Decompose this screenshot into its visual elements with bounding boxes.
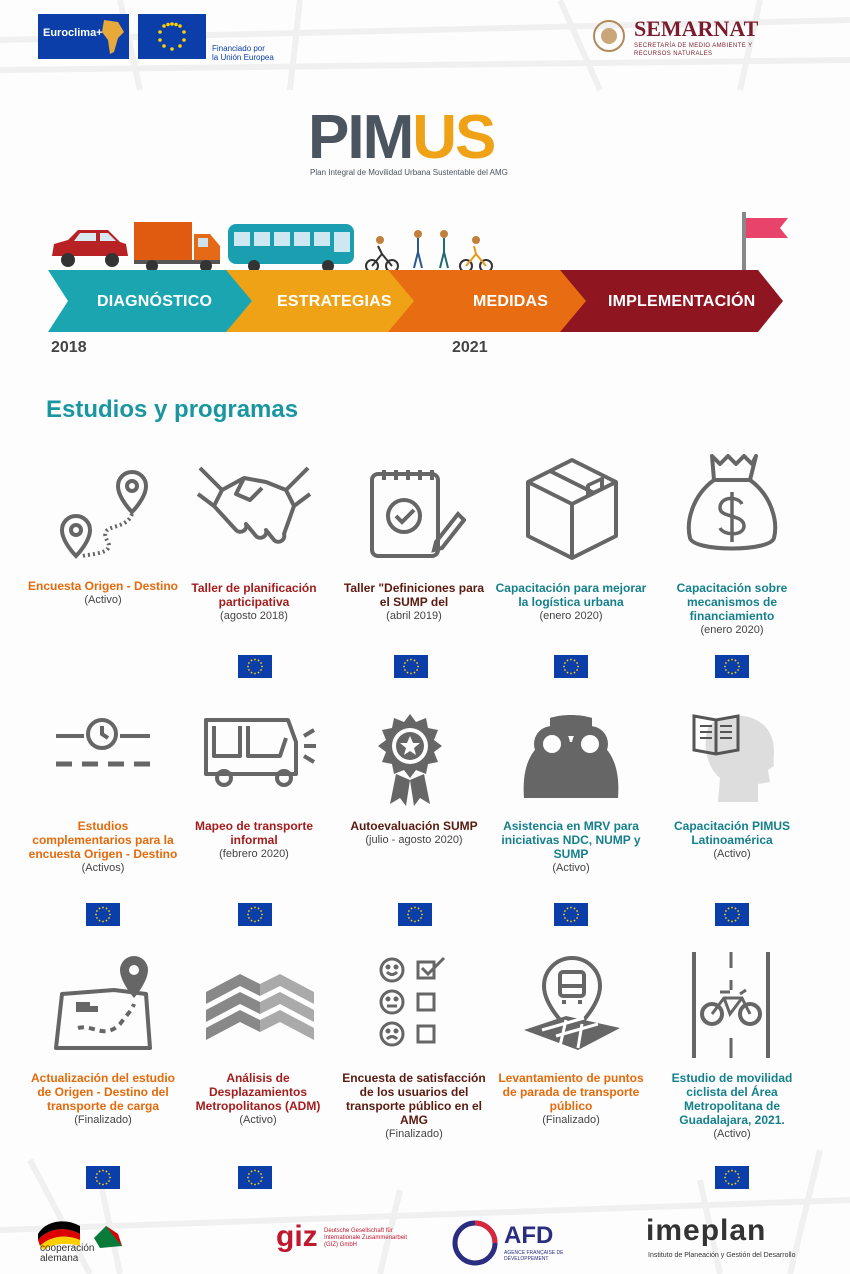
card-1 bbox=[27, 579, 179, 607]
vehicles-illustration bbox=[48, 208, 793, 274]
chevrons-icon bbox=[206, 972, 314, 1044]
card-title: Mapeo de transporte informal bbox=[194, 819, 314, 847]
eu-flag-icon bbox=[398, 903, 432, 926]
footer-logos bbox=[0, 1210, 850, 1274]
stage-estrategias: ESTRATEGIAS bbox=[277, 293, 392, 310]
giz-logo: giz bbox=[276, 1220, 318, 1253]
imeplan-subtitle: Instituto de Planeación y Gestión del Desarrollo bbox=[648, 1252, 796, 1259]
year-mid: 2021 bbox=[452, 339, 488, 356]
card-status: (Activo) bbox=[713, 1128, 751, 1140]
card-7 bbox=[178, 819, 330, 861]
latam-map-icon bbox=[98, 18, 128, 56]
bus-stop-icon bbox=[522, 956, 622, 1052]
handshake-icon bbox=[196, 460, 312, 556]
card-6 bbox=[27, 819, 179, 875]
year-start: 2018 bbox=[51, 339, 87, 356]
card-title: Capacitación PIMUS Latinoamérica bbox=[673, 819, 791, 847]
stage-medidas: MEDIDAS bbox=[473, 293, 549, 310]
card-status: (agosto 2018) bbox=[220, 610, 288, 622]
pimus-tagline: Plan Integral de Movilidad Urbana Sustentable del AMG bbox=[310, 168, 508, 177]
eu-flag-icon bbox=[238, 903, 272, 926]
card-status: (Finalizado) bbox=[542, 1114, 600, 1126]
eu-flag-icon bbox=[238, 1166, 272, 1189]
card-4 bbox=[495, 581, 647, 623]
giz-text: Deutsche Gesellschaft für Internationale Zusammenarbeit (GIZ) GmbH bbox=[324, 1228, 408, 1248]
eu-flag-icon bbox=[554, 903, 588, 926]
eu-flag-icon bbox=[554, 655, 588, 678]
coop-line-1: cooperación bbox=[40, 1243, 95, 1254]
card-12 bbox=[182, 1071, 334, 1127]
finish-flag-icon bbox=[742, 212, 788, 272]
coop-alemana-text bbox=[40, 1244, 94, 1264]
card-title: Autoevaluación SUMP bbox=[350, 819, 478, 833]
truck-icon bbox=[134, 222, 220, 272]
binoculars-icon bbox=[518, 712, 624, 802]
card-status: (julio - agosto 2020) bbox=[365, 834, 463, 846]
stage-implementacion: IMPLEMENTACIÓN bbox=[608, 293, 756, 310]
head-book-icon bbox=[688, 708, 778, 804]
eu-stars-icon bbox=[138, 14, 206, 59]
financed-line-1: Financiado por bbox=[212, 44, 265, 53]
pedestrians-icon bbox=[366, 230, 492, 272]
card-status: (enero 2020) bbox=[539, 610, 603, 622]
eu-flag-icon bbox=[715, 903, 749, 926]
card-status: (Activo) bbox=[713, 848, 751, 860]
eu-flag-icon bbox=[394, 655, 428, 678]
clipboard-check-icon bbox=[366, 466, 466, 560]
pimus-letters-pim: PIM bbox=[308, 103, 413, 172]
eu-flag-icon bbox=[86, 1166, 120, 1189]
coop-line-2: alemana bbox=[40, 1253, 79, 1264]
card-title: Encuesta Origen - Destino bbox=[27, 579, 179, 593]
eu-flag-logo bbox=[138, 14, 206, 59]
bus-icon bbox=[228, 224, 354, 272]
card-5 bbox=[656, 581, 808, 637]
card-9 bbox=[495, 819, 647, 875]
imeplan-logo: imeplan bbox=[646, 1214, 767, 1247]
card-title: Levantamiento de puntos de parada de transporte público bbox=[498, 1071, 644, 1113]
card-title: Taller "Definiciones para el SUMP del bbox=[343, 581, 485, 609]
route-pin-icon bbox=[56, 462, 152, 562]
card-status: (abril 2019) bbox=[386, 610, 442, 622]
semarnat-sub-2: RECURSOS NATURALES bbox=[634, 51, 713, 57]
eu-flag-icon bbox=[238, 655, 272, 678]
card-title: Taller de planificación participativa bbox=[191, 581, 317, 609]
card-title: Análisis de Desplazamientos Metropolitanos (ADM) bbox=[195, 1071, 321, 1113]
eu-flag-icon bbox=[715, 655, 749, 678]
bike-lane-icon bbox=[690, 950, 772, 1060]
euroclima-logo bbox=[38, 14, 129, 59]
card-status: (Finalizado) bbox=[385, 1128, 443, 1140]
financed-by-text bbox=[212, 44, 274, 62]
afd-logo: AFD bbox=[504, 1222, 554, 1249]
box-icon bbox=[522, 456, 622, 560]
pimus-letters-us: US bbox=[412, 103, 495, 172]
card-14 bbox=[495, 1071, 647, 1127]
car-icon bbox=[52, 230, 128, 267]
card-status: (enero 2020) bbox=[700, 624, 764, 636]
card-8 bbox=[338, 819, 490, 847]
satisfaction-icon bbox=[378, 954, 450, 1048]
stage-diagnostico: DIAGNÓSTICO bbox=[97, 293, 213, 310]
card-2 bbox=[178, 581, 330, 623]
mototaxi-icon bbox=[200, 716, 320, 788]
card-13 bbox=[338, 1071, 490, 1141]
pimus-logo bbox=[308, 103, 538, 178]
card-title: Encuesta de satisfacción de los usuarios del transporte público en el AMG bbox=[342, 1071, 486, 1127]
semarnat-sub-1: SECRETARÍA DE MEDIO AMBIENTE Y bbox=[634, 43, 753, 49]
card-15 bbox=[656, 1071, 808, 1141]
card-status: (Activos) bbox=[81, 862, 125, 874]
map-truck-icon bbox=[54, 954, 154, 1052]
card-title: Asistencia en MRV para iniciativas NDC, NUMP y SUMP bbox=[501, 819, 641, 861]
road-clock-icon bbox=[54, 716, 152, 782]
badge-star-icon bbox=[378, 712, 442, 808]
card-title: Capacitación sobre mecanismos de financiamiento bbox=[676, 581, 788, 623]
money-bag-icon bbox=[684, 452, 780, 556]
card-title: Estudios complementarios para la encuesta Origen - Destino bbox=[28, 819, 178, 861]
eu-flag-icon bbox=[86, 903, 120, 926]
card-11 bbox=[27, 1071, 179, 1127]
card-title: Estudio de movilidad ciclista del Área Metropolitana de Guadalajara, 2021. bbox=[671, 1071, 793, 1127]
card-10 bbox=[656, 819, 808, 861]
semarnat-logo bbox=[592, 16, 812, 66]
card-status: (febrero 2020) bbox=[219, 848, 289, 860]
card-status: (Activo) bbox=[239, 1114, 277, 1126]
card-status: (Activo) bbox=[552, 862, 590, 874]
card-3 bbox=[338, 581, 490, 623]
section-title: Estudios y programas bbox=[46, 396, 299, 423]
euroclima-label: Euroclima+ bbox=[43, 27, 103, 39]
afd-text: AGENCE FRANÇAISE DE DÉVELOPPEMENT bbox=[504, 1250, 564, 1262]
card-title: Capacitación para mejorar la logística urbana bbox=[495, 581, 647, 609]
card-status: (Activo) bbox=[84, 594, 122, 606]
afd-circle-icon bbox=[452, 1220, 498, 1266]
financed-line-2: la Unión Europea bbox=[212, 53, 274, 62]
card-status: (Finalizado) bbox=[74, 1114, 132, 1126]
eu-flag-icon bbox=[715, 1166, 749, 1189]
card-title: Actualización del estudio de Origen - Destino del transporte de carga bbox=[30, 1071, 176, 1113]
header bbox=[0, 0, 850, 90]
coat-of-arms-icon bbox=[592, 18, 626, 54]
semarnat-title: SEMARNAT bbox=[634, 16, 759, 41]
